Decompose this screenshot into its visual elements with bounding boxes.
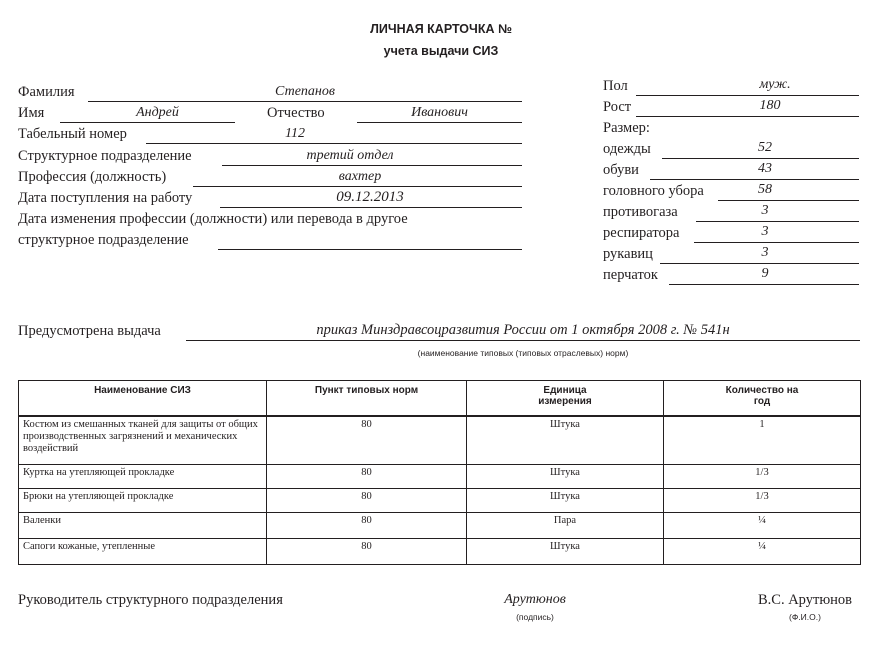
clothing-size-underline <box>662 158 859 159</box>
name-field[interactable]: Андрей <box>136 105 179 120</box>
mittens-size-label: рукавиц <box>603 246 653 262</box>
row-quantity: 1/3 <box>664 488 861 512</box>
table-row <box>19 538 861 564</box>
shoe-size-underline <box>650 179 859 180</box>
table-row <box>19 416 861 464</box>
hire-date-underline <box>220 207 522 208</box>
siz-table <box>18 380 861 565</box>
name-underline <box>60 122 235 123</box>
change-label-line1: Дата изменения профессии (должности) или перевода в другое <box>18 211 408 227</box>
hire-date-label: Дата поступления на работу <box>18 190 193 206</box>
clothing-size-label: одежды <box>603 141 651 157</box>
row-norm-item: 80 <box>267 538 467 564</box>
row-norm-item: 80 <box>267 464 467 488</box>
row-unit: Штука <box>467 416 664 464</box>
col-header-quantity: Количество на год <box>664 381 861 417</box>
gender-field[interactable]: муж. <box>759 77 791 92</box>
headwear-size-field[interactable]: 58 <box>758 182 772 197</box>
row-item-name: Валенки <box>19 512 267 538</box>
shoe-size-field[interactable]: 43 <box>758 161 772 176</box>
provision-underline <box>186 340 860 341</box>
row-norm-item: 80 <box>267 416 467 464</box>
row-norm-item: 80 <box>267 512 467 538</box>
table-row <box>19 512 861 538</box>
gasmask-size-underline <box>696 221 859 222</box>
profession-label: Профессия (должность) <box>18 169 167 185</box>
row-norm-item: 80 <box>267 488 467 512</box>
table-row <box>19 464 861 488</box>
signature-caption: (подпись) <box>516 612 554 622</box>
department-label: Структурное подразделение <box>18 148 192 164</box>
name-label: Имя <box>18 105 45 121</box>
clothing-size-field[interactable]: 52 <box>758 140 772 155</box>
row-quantity: ¼ <box>664 512 861 538</box>
headwear-size-label: головного убора <box>603 183 704 199</box>
fio-caption: (Ф.И.О.) <box>789 612 821 622</box>
col-header-norm-item: Пункт типовых норм <box>267 381 467 417</box>
gender-label: Пол <box>603 78 628 94</box>
respirator-size-label: респиратора <box>603 225 680 241</box>
patronymic-field[interactable]: Иванович <box>411 105 468 120</box>
tab-number-label: Табельный номер <box>18 126 127 142</box>
row-unit: Штука <box>467 488 664 512</box>
row-unit: Пара <box>467 512 664 538</box>
mittens-size-underline <box>660 263 859 264</box>
row-quantity: 1 <box>664 416 861 464</box>
change-label-line2: структурное подразделение <box>18 232 189 248</box>
mittens-size-field[interactable]: 3 <box>761 245 769 260</box>
surname-label: Фамилия <box>18 84 75 100</box>
card-subtitle: учета выдачи СИЗ <box>383 44 499 58</box>
table-header-row <box>19 381 861 417</box>
tab-number-underline <box>146 143 522 144</box>
profession-field[interactable]: вахтер <box>338 169 382 184</box>
signature-field[interactable]: Арутюнов <box>504 592 566 607</box>
respirator-size-underline <box>694 242 859 243</box>
patronymic-label: Отчество <box>267 105 325 121</box>
row-item-name: Брюки на утепляющей прокладке <box>19 488 267 512</box>
col-header-name: Наименование СИЗ <box>19 381 267 417</box>
provision-field[interactable]: приказ Минздравсоцразвития России от 1 октября 2008 г. № 541н <box>316 322 730 338</box>
row-item-name: Костюм из смешанных тканей для защиты от общих производственных загрязнений и механических воздействий <box>19 416 267 464</box>
size-label: Размер: <box>603 120 650 136</box>
provision-label: Предусмотрена выдача <box>18 323 161 339</box>
gloves-size-underline <box>669 284 859 285</box>
department-underline <box>222 165 522 166</box>
respirator-size-field[interactable]: 3 <box>761 224 769 239</box>
row-quantity: ¼ <box>664 538 861 564</box>
headwear-size-underline <box>718 200 859 201</box>
department-field[interactable]: третий отдел <box>306 148 394 163</box>
profession-underline <box>193 186 522 187</box>
gasmask-size-label: противогаза <box>603 204 678 220</box>
shoe-size-label: обуви <box>603 162 639 178</box>
height-field[interactable]: 180 <box>759 98 781 113</box>
row-unit: Штука <box>467 464 664 488</box>
table-row <box>19 488 861 512</box>
hire-date-field[interactable]: 09.12.2013 <box>336 189 404 205</box>
row-item-name: Куртка на утепляющей прокладке <box>19 464 267 488</box>
height-underline <box>636 116 859 117</box>
row-quantity: 1/3 <box>664 464 861 488</box>
fio-field[interactable]: В.С. Арутюнов <box>757 592 853 608</box>
col-header-unit: Единица измерения <box>467 381 664 417</box>
gloves-size-label: перчаток <box>603 267 658 283</box>
surname-underline <box>88 101 522 102</box>
patronymic-underline <box>357 122 522 123</box>
height-label: Рост <box>603 99 632 115</box>
row-item-name: Сапоги кожаные, утепленные <box>19 538 267 564</box>
gasmask-size-field[interactable]: 3 <box>761 203 769 218</box>
card-title: ЛИЧНАЯ КАРТОЧКА № <box>370 22 512 36</box>
row-unit: Штука <box>467 538 664 564</box>
gloves-size-field[interactable]: 9 <box>761 266 769 281</box>
change-date-underline <box>218 249 522 250</box>
gender-underline <box>636 95 859 96</box>
tab-number-field[interactable]: 112 <box>285 126 305 141</box>
department-head-label: Руководитель структурного подразделения <box>18 592 283 608</box>
provision-caption: (наименование типовых (типовых отраслевых) норм) <box>417 348 629 358</box>
surname-field[interactable]: Степанов <box>275 84 335 99</box>
